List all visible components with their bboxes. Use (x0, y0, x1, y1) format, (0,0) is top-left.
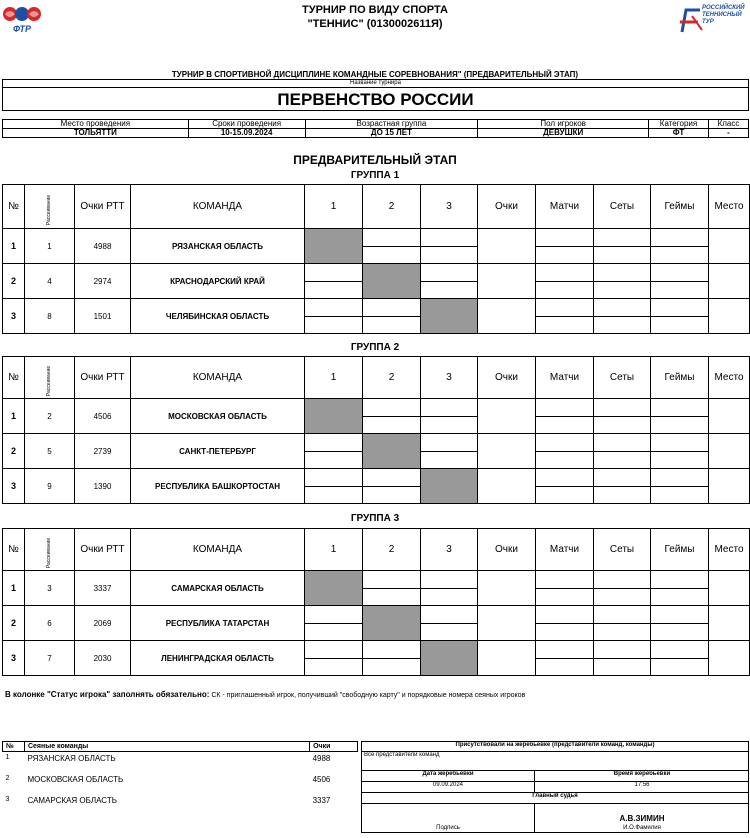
col-header-3: 3 (421, 357, 478, 399)
group-1-table (2, 184, 750, 334)
result-cell[interactable] (421, 264, 478, 299)
col-header-games: Геймы (651, 357, 709, 399)
result-cell[interactable] (363, 229, 421, 264)
row-seed: 1 (25, 229, 75, 264)
table-row (3, 469, 750, 504)
col-header-points-rtt: Очки РТТ (75, 529, 131, 571)
row-seed: 2 (25, 399, 75, 434)
info-header-age: Возрастная группа (305, 120, 478, 129)
result-cell[interactable] (363, 571, 421, 606)
row-rtt: 4506 (75, 399, 131, 434)
row-no: 1 (3, 571, 25, 606)
info-header-dates: Сроки проведения (188, 120, 305, 129)
place-cell[interactable] (709, 399, 750, 434)
table-row (3, 606, 750, 641)
seeded-team: САМАРСКАЯ ОБЛАСТЬ (27, 795, 117, 805)
place-cell[interactable] (709, 299, 750, 334)
row-no: 2 (3, 434, 25, 469)
table-row (3, 264, 750, 299)
points-cell[interactable] (478, 299, 536, 334)
col-header-place: Место (709, 357, 750, 399)
rtt-logo-line-3: ТУР (702, 19, 714, 25)
col-header-2: 2 (363, 185, 421, 229)
col-header-matches: Матчи (536, 185, 594, 229)
row-no: 1 (3, 229, 25, 264)
matches-cell[interactable] (536, 264, 594, 299)
rtt-logo-line-2: ТЕННИСНЫЙ (702, 12, 742, 18)
ftr-logo-text: ФТР (13, 24, 31, 34)
tournament-name-label: Название турнира (3, 80, 748, 88)
col-header-1: 1 (305, 185, 363, 229)
result-cell[interactable] (421, 399, 478, 434)
result-cell-blocked (305, 229, 363, 264)
seeded-team: РЯЗАНСКАЯ ОБЛАСТЬ (27, 754, 116, 763)
matches-cell[interactable] (536, 299, 594, 334)
table-row (3, 641, 750, 676)
info-class: - (708, 129, 748, 138)
col-header-games: Геймы (651, 529, 709, 571)
sets-cell[interactable] (594, 641, 651, 676)
seeded-team: МОСКОВСКАЯ ОБЛАСТЬ (27, 774, 124, 784)
group-3-table (2, 528, 750, 676)
seeded-header-teams: Сеяные команды (24, 742, 309, 752)
row-seed: 4 (25, 264, 75, 299)
result-cell[interactable] (421, 571, 478, 606)
status-note-bold: В колонке "Статус игрока" заполнять обязательно: (5, 690, 210, 699)
games-cell[interactable] (651, 641, 709, 676)
result-cell[interactable] (421, 434, 478, 469)
result-cell[interactable] (305, 434, 363, 469)
result-cell[interactable] (421, 606, 478, 641)
sets-cell[interactable] (594, 469, 651, 504)
sets-cell[interactable] (594, 434, 651, 469)
row-team: КРАСНОДАРСКИЙ КРАЙ (131, 264, 305, 299)
col-header-2: 2 (363, 529, 421, 571)
col-header-points-rtt: Очки РТТ (75, 185, 131, 229)
col-header-seeding (25, 357, 75, 399)
seeded-header-points: Очки (310, 742, 358, 752)
sets-cell[interactable] (594, 299, 651, 334)
table-row (3, 752, 358, 773)
result-cell-blocked (305, 571, 363, 606)
col-header-matches: Матчи (536, 529, 594, 571)
matches-cell[interactable] (536, 606, 594, 641)
col-header-3: 3 (421, 529, 478, 571)
result-cell[interactable] (363, 299, 421, 334)
draw-date-value: 09.09.2024 (432, 782, 464, 788)
points-cell[interactable] (478, 229, 536, 264)
rtt-logo-line-1: РОССИЙСКИЙ (702, 5, 745, 11)
sets-cell[interactable] (594, 399, 651, 434)
place-cell[interactable] (709, 264, 750, 299)
games-cell[interactable] (651, 571, 709, 606)
games-cell[interactable] (651, 264, 709, 299)
row-rtt: 2739 (75, 434, 131, 469)
result-cell[interactable] (363, 641, 421, 676)
matches-cell[interactable] (536, 571, 594, 606)
row-team: САМАРСКАЯ ОБЛАСТЬ (131, 571, 305, 606)
draw-time-label: Время жеребьевки (534, 771, 749, 781)
place-cell[interactable] (709, 229, 750, 264)
result-cell-blocked (363, 434, 421, 469)
col-header-sets: Сеты (594, 357, 651, 399)
tournament-subtitle: ТУРНИР В СПОРТИВНОЙ ДИСЦИПЛИНЕ КОМАНДНЫЕ СОРЕВНОВАНИЯ" (ПРЕДВАРИТЕЛЬНЫЙ ЭТАП) (171, 70, 579, 79)
col-header-points-rtt: Очки РТТ (75, 357, 131, 399)
row-team: РЕСПУБЛИКА ТАТАРСТАН (131, 606, 305, 641)
row-seed: 7 (25, 641, 75, 676)
col-header-1: 1 (305, 357, 363, 399)
fio-label: И.О.Фамилия (623, 825, 661, 831)
info-age: ДО 15 ЛЕТ (305, 129, 478, 138)
points-cell[interactable] (478, 399, 536, 434)
place-cell[interactable] (709, 469, 750, 504)
col-header-points: Очки (478, 185, 536, 229)
info-header-class: Класс (708, 120, 748, 129)
seeded-points: 3337 (312, 795, 331, 805)
seeded-teams-table (2, 741, 358, 815)
result-cell-blocked (363, 264, 421, 299)
row-seed: 6 (25, 606, 75, 641)
judge-name: А.В.ЗИМИН (619, 814, 665, 823)
table-row (3, 434, 750, 469)
col-header-2: 2 (363, 357, 421, 399)
table-row (3, 399, 750, 434)
col-header-1: 1 (305, 529, 363, 571)
games-cell[interactable] (651, 229, 709, 264)
col-header-points: Очки (478, 529, 536, 571)
seeded-header-no: № (3, 742, 25, 752)
place-cell[interactable] (709, 434, 750, 469)
draw-present-label: Присутствовали на жеребьевке (представители команд, команды) (362, 742, 748, 752)
matches-cell[interactable] (536, 641, 594, 676)
result-cell[interactable] (305, 264, 363, 299)
row-no: 2 (3, 606, 25, 641)
row-rtt: 2030 (75, 641, 131, 676)
result-cell[interactable] (305, 641, 363, 676)
result-cell[interactable] (421, 229, 478, 264)
tournament-name-box (2, 79, 749, 111)
col-header-points: Очки (478, 357, 536, 399)
stage-title: ПРЕДВАРИТЕЛЬНЫЙ ЭТАП (293, 153, 457, 167)
col-header-team: КОМАНДА (131, 357, 305, 399)
col-header-sets: Сеты (594, 185, 651, 229)
result-cell[interactable] (305, 299, 363, 334)
place-cell[interactable] (709, 606, 750, 641)
table-row (3, 229, 750, 264)
row-rtt: 1390 (75, 469, 131, 504)
points-cell[interactable] (478, 571, 536, 606)
col-header-3: 3 (421, 185, 478, 229)
draw-judge-label: Главный судья (362, 793, 748, 804)
table-row (3, 571, 750, 606)
row-no: 1 (3, 399, 25, 434)
row-no: 3 (3, 469, 25, 504)
group-2-table (2, 356, 750, 504)
col-header-place: Место (709, 185, 750, 229)
seeded-points: 4506 (312, 774, 331, 784)
col-header-team: КОМАНДА (131, 185, 305, 229)
col-header-seeding (25, 185, 75, 229)
sets-cell[interactable] (594, 264, 651, 299)
info-header-category: Категория (649, 120, 709, 129)
col-header-matches: Матчи (536, 357, 594, 399)
games-cell[interactable] (651, 469, 709, 504)
table-row (3, 299, 750, 334)
row-team: САНКТ-ПЕТЕРБУРГ (131, 434, 305, 469)
info-header-gender: Пол игроков (478, 120, 649, 129)
row-seed: 5 (25, 434, 75, 469)
seeded-no: 2 (5, 774, 10, 782)
row-team: ЛЕНИНГРАДСКАЯ ОБЛАСТЬ (131, 641, 305, 676)
col-header-no: № (3, 357, 25, 399)
result-cell[interactable] (305, 469, 363, 504)
col-header-no: № (3, 185, 25, 229)
status-note-text: СК - приглашенный игрок, получивший "свободную карту" и порядковые номера сеяных игроков (209, 692, 526, 699)
col-header-no: № (3, 529, 25, 571)
row-rtt: 3337 (75, 571, 131, 606)
row-team: РЯЗАНСКАЯ ОБЛАСТЬ (131, 229, 305, 264)
row-seed: 8 (25, 299, 75, 334)
matches-cell[interactable] (536, 434, 594, 469)
header-line-1: ТУРНИР ПО ВИДУ СПОРТА (302, 4, 448, 16)
info-header-venue: Место проведения (3, 120, 189, 129)
place-cell[interactable] (709, 641, 750, 676)
tournament-info-table (2, 119, 749, 138)
row-rtt: 2974 (75, 264, 131, 299)
result-cell-blocked (305, 399, 363, 434)
result-cell[interactable] (305, 606, 363, 641)
col-header-seeding-text: Рассеивание (46, 365, 53, 396)
info-category: ФТ (649, 129, 709, 138)
games-cell[interactable] (651, 434, 709, 469)
result-cell[interactable] (363, 399, 421, 434)
header-line-2: "ТЕННИС" (0130002611Я) (307, 18, 443, 30)
sets-cell[interactable] (594, 606, 651, 641)
table-row (3, 794, 358, 815)
draw-present-value: Все представители команд (362, 752, 748, 771)
group-1-label: ГРУППА 1 (350, 170, 400, 181)
col-header-games: Геймы (651, 185, 709, 229)
result-cell-blocked (421, 641, 478, 676)
points-cell[interactable] (478, 264, 536, 299)
row-team: РЕСПУБЛИКА БАШКОРТОСТАН (131, 469, 305, 504)
sets-cell[interactable] (594, 229, 651, 264)
row-rtt: 2069 (75, 606, 131, 641)
info-gender: ДЕВУШКИ (478, 129, 649, 138)
col-header-seeding-text: Рассеивание (46, 194, 53, 225)
table-row (3, 773, 358, 794)
sets-cell[interactable] (594, 571, 651, 606)
matches-cell[interactable] (536, 229, 594, 264)
points-cell[interactable] (478, 641, 536, 676)
games-cell[interactable] (651, 299, 709, 334)
col-header-team: КОМАНДА (131, 529, 305, 571)
points-cell[interactable] (478, 606, 536, 641)
col-header-sets: Сеты (594, 529, 651, 571)
info-dates: 10-15.09.2024 (188, 129, 305, 138)
result-cell[interactable] (363, 469, 421, 504)
matches-cell[interactable] (536, 399, 594, 434)
row-no: 3 (3, 641, 25, 676)
result-cell-blocked (421, 299, 478, 334)
row-rtt: 4988 (75, 229, 131, 264)
col-header-seeding-text: Рассеивание (46, 537, 53, 568)
draw-time-value: 17:56 (534, 782, 749, 792)
col-header-seeding (25, 529, 75, 571)
seeded-no: 3 (5, 795, 10, 803)
group-3-label: ГРУППА 3 (350, 513, 400, 524)
seeded-points: 4988 (312, 754, 331, 763)
row-seed: 9 (25, 469, 75, 504)
result-cell-blocked (363, 606, 421, 641)
row-rtt: 1501 (75, 299, 131, 334)
judge-name-cell (534, 804, 749, 833)
row-team: МОСКОВСКАЯ ОБЛАСТЬ (131, 399, 305, 434)
tournament-name: ПЕРВЕНСТВО РОССИИ (277, 90, 474, 109)
row-no: 2 (3, 264, 25, 299)
status-note (5, 690, 745, 699)
info-venue: ТОЛЬЯТТИ (3, 129, 189, 138)
draw-date-label: Дата жеребьевки (422, 771, 474, 777)
result-cell-blocked (421, 469, 478, 504)
matches-cell[interactable] (536, 469, 594, 504)
games-cell[interactable] (651, 606, 709, 641)
group-2-label: ГРУППА 2 (350, 342, 400, 353)
draw-info-box (361, 741, 749, 833)
col-header-place: Место (709, 529, 750, 571)
row-team: ЧЕЛЯБИНСКАЯ ОБЛАСТЬ (131, 299, 305, 334)
row-seed: 3 (25, 571, 75, 606)
seeded-no: 1 (5, 754, 10, 761)
games-cell[interactable] (651, 399, 709, 434)
signature-label: Подпись (436, 825, 460, 831)
row-no: 3 (3, 299, 25, 334)
points-cell[interactable] (478, 434, 536, 469)
points-cell[interactable] (478, 469, 536, 504)
place-cell[interactable] (709, 571, 750, 606)
